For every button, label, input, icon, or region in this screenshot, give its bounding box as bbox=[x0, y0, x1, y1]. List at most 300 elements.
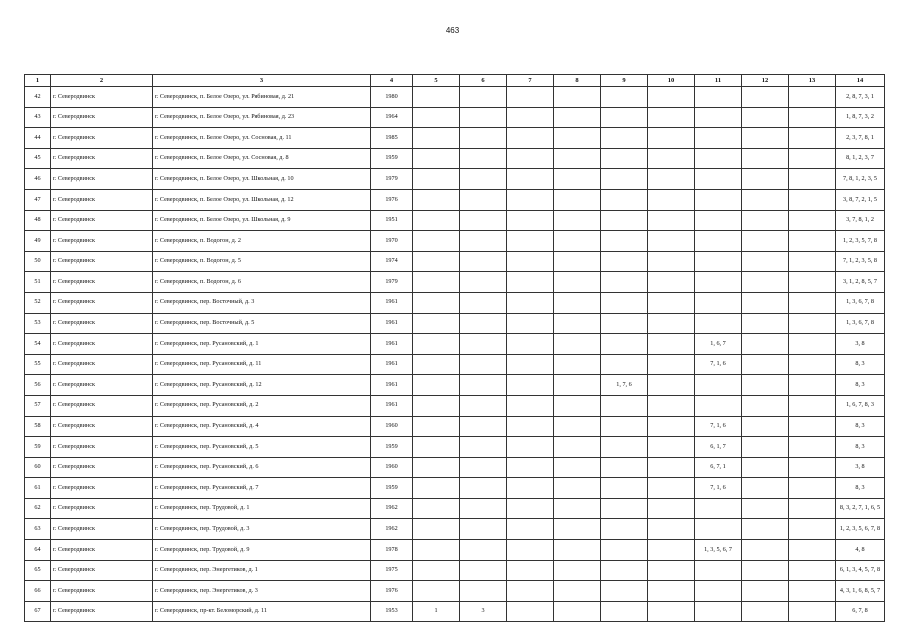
table-cell: 1962 bbox=[371, 519, 413, 540]
table-cell bbox=[742, 87, 789, 108]
column-header: 7 bbox=[507, 75, 554, 87]
table-cell bbox=[789, 189, 836, 210]
table-cell bbox=[554, 210, 601, 231]
table-cell: г. Северодвинск bbox=[51, 128, 153, 149]
table-cell bbox=[601, 292, 648, 313]
table-cell bbox=[789, 272, 836, 293]
table-cell: г. Северодвинск, п. Белое Озеро, ул. Сосновая, д. 8 bbox=[153, 148, 371, 169]
table-cell bbox=[460, 107, 507, 128]
table-cell bbox=[601, 169, 648, 190]
table-cell: 4, 8 bbox=[836, 540, 885, 561]
table-cell bbox=[507, 581, 554, 602]
table-cell bbox=[789, 334, 836, 355]
table-cell bbox=[789, 478, 836, 499]
table-cell bbox=[507, 251, 554, 272]
table-cell bbox=[460, 354, 507, 375]
header-row bbox=[25, 75, 885, 87]
table-cell bbox=[648, 107, 695, 128]
table-cell: г. Северодвинск, п. Водогон, д. 6 bbox=[153, 272, 371, 293]
table-cell bbox=[789, 231, 836, 252]
column-header: 11 bbox=[695, 75, 742, 87]
table-cell: г. Северодвинск bbox=[51, 498, 153, 519]
table-cell: 6, 7, 1 bbox=[695, 457, 742, 478]
table-cell bbox=[554, 148, 601, 169]
table-cell: 62 bbox=[25, 498, 51, 519]
table-cell: 7, 1, 2, 3, 5, 8 bbox=[836, 251, 885, 272]
table-cell bbox=[413, 251, 460, 272]
column-header: 12 bbox=[742, 75, 789, 87]
table-cell bbox=[554, 457, 601, 478]
table-cell bbox=[413, 313, 460, 334]
table-cell bbox=[507, 313, 554, 334]
table-cell bbox=[413, 169, 460, 190]
table-cell: 1975 bbox=[371, 560, 413, 581]
table-cell bbox=[507, 107, 554, 128]
table-cell: г. Северодвинск bbox=[51, 148, 153, 169]
table-cell bbox=[413, 107, 460, 128]
table-cell bbox=[648, 601, 695, 622]
table-cell bbox=[648, 231, 695, 252]
table-cell bbox=[601, 437, 648, 458]
table-cell: 1961 bbox=[371, 313, 413, 334]
table-cell: 1960 bbox=[371, 457, 413, 478]
table-cell bbox=[789, 107, 836, 128]
table-cell bbox=[695, 272, 742, 293]
table-row bbox=[25, 478, 885, 499]
table-cell: 1, 2, 3, 5, 7, 8 bbox=[836, 231, 885, 252]
table-cell bbox=[507, 498, 554, 519]
table-cell bbox=[648, 189, 695, 210]
table-cell: 52 bbox=[25, 292, 51, 313]
table-cell bbox=[742, 581, 789, 602]
table-cell: г. Северодвинск, пер. Русановский, д. 12 bbox=[153, 375, 371, 396]
table-cell bbox=[695, 313, 742, 334]
table-cell: г. Северодвинск bbox=[51, 478, 153, 499]
table-cell bbox=[413, 560, 460, 581]
table-cell bbox=[413, 231, 460, 252]
table-row bbox=[25, 334, 885, 355]
table-row bbox=[25, 272, 885, 293]
table-cell bbox=[695, 498, 742, 519]
table-cell: 1978 bbox=[371, 540, 413, 561]
table-cell: 1962 bbox=[371, 498, 413, 519]
table-cell bbox=[742, 251, 789, 272]
table-cell bbox=[507, 560, 554, 581]
table-row bbox=[25, 148, 885, 169]
table-cell bbox=[507, 519, 554, 540]
table-cell: 1976 bbox=[371, 581, 413, 602]
table-cell: 8, 3 bbox=[836, 437, 885, 458]
column-header: 6 bbox=[460, 75, 507, 87]
table-cell: г. Северодвинск, п. Водогон, д. 2 bbox=[153, 231, 371, 252]
table-cell: 1, 6, 7, 8, 3 bbox=[836, 395, 885, 416]
table-cell bbox=[742, 437, 789, 458]
table-cell bbox=[789, 87, 836, 108]
table-cell: 60 bbox=[25, 457, 51, 478]
table-cell bbox=[789, 169, 836, 190]
table-cell bbox=[413, 395, 460, 416]
column-header: 4 bbox=[371, 75, 413, 87]
table-row bbox=[25, 498, 885, 519]
table-cell bbox=[554, 478, 601, 499]
table-cell bbox=[507, 437, 554, 458]
table-cell bbox=[789, 292, 836, 313]
table-cell: г. Северодвинск, п. Белое Озеро, ул. Школьная, д. 12 bbox=[153, 189, 371, 210]
table-cell: 7, 1, 6 bbox=[695, 354, 742, 375]
table-cell: г. Северодвинск, пер. Русановский, д. 6 bbox=[153, 457, 371, 478]
table-cell bbox=[413, 148, 460, 169]
table-row bbox=[25, 375, 885, 396]
table-cell bbox=[601, 148, 648, 169]
table-cell bbox=[460, 478, 507, 499]
column-header: 5 bbox=[413, 75, 460, 87]
table-cell bbox=[601, 560, 648, 581]
table-cell: 65 bbox=[25, 560, 51, 581]
table-cell bbox=[507, 457, 554, 478]
table-cell bbox=[648, 251, 695, 272]
table-cell: 57 bbox=[25, 395, 51, 416]
table-cell bbox=[554, 395, 601, 416]
table-cell bbox=[460, 498, 507, 519]
table-cell: 48 bbox=[25, 210, 51, 231]
table-row bbox=[25, 560, 885, 581]
table-cell: 3, 7, 8, 1, 2 bbox=[836, 210, 885, 231]
table-row bbox=[25, 395, 885, 416]
table-row bbox=[25, 313, 885, 334]
table-cell bbox=[601, 395, 648, 416]
table-cell bbox=[789, 416, 836, 437]
table-cell bbox=[695, 169, 742, 190]
table-cell: г. Северодвинск, пер. Русановский, д. 11 bbox=[153, 354, 371, 375]
table-cell bbox=[601, 498, 648, 519]
table-cell bbox=[789, 601, 836, 622]
table-cell: 44 bbox=[25, 128, 51, 149]
table-cell bbox=[695, 395, 742, 416]
table-cell bbox=[742, 272, 789, 293]
table-cell bbox=[695, 375, 742, 396]
table-cell: 3 bbox=[460, 601, 507, 622]
table-cell bbox=[413, 437, 460, 458]
table-cell bbox=[413, 478, 460, 499]
table-cell bbox=[413, 189, 460, 210]
table-cell: 7, 1, 6 bbox=[695, 478, 742, 499]
table-cell: 1964 bbox=[371, 107, 413, 128]
table-cell bbox=[460, 272, 507, 293]
table-cell bbox=[648, 272, 695, 293]
table-cell bbox=[695, 251, 742, 272]
table-cell: г. Северодвинск bbox=[51, 210, 153, 231]
table-cell: 1970 bbox=[371, 231, 413, 252]
table-cell bbox=[742, 540, 789, 561]
table-cell: г. Северодвинск bbox=[51, 251, 153, 272]
table-cell: 2, 3, 7, 8, 1 bbox=[836, 128, 885, 149]
table-row bbox=[25, 210, 885, 231]
table-cell: г. Северодвинск bbox=[51, 354, 153, 375]
table-cell bbox=[413, 210, 460, 231]
table-cell bbox=[695, 87, 742, 108]
table-cell bbox=[601, 519, 648, 540]
table-cell: г. Северодвинск, пер. Русановский, д. 2 bbox=[153, 395, 371, 416]
table-cell bbox=[789, 375, 836, 396]
table-cell bbox=[789, 148, 836, 169]
table-cell: 1 bbox=[413, 601, 460, 622]
table-cell bbox=[601, 210, 648, 231]
table-cell bbox=[648, 416, 695, 437]
table-cell bbox=[789, 581, 836, 602]
table-cell bbox=[507, 540, 554, 561]
table-cell bbox=[460, 437, 507, 458]
table-cell: 1, 2, 3, 5, 6, 7, 8 bbox=[836, 519, 885, 540]
table-row bbox=[25, 519, 885, 540]
table-cell bbox=[460, 292, 507, 313]
table-cell bbox=[507, 128, 554, 149]
table-cell: г. Северодвинск bbox=[51, 540, 153, 561]
table-cell: 66 bbox=[25, 581, 51, 602]
table-cell: г. Северодвинск bbox=[51, 375, 153, 396]
table-cell bbox=[601, 334, 648, 355]
table-cell bbox=[507, 87, 554, 108]
table-cell: 3, 8 bbox=[836, 457, 885, 478]
table-cell bbox=[554, 189, 601, 210]
table-cell: 49 bbox=[25, 231, 51, 252]
table-cell bbox=[789, 437, 836, 458]
data-table bbox=[24, 74, 885, 622]
column-header: 2 bbox=[51, 75, 153, 87]
table-cell: 8, 3 bbox=[836, 478, 885, 499]
table-cell: г. Северодвинск, пер. Энергетиков, д. 3 bbox=[153, 581, 371, 602]
table-cell: 8, 1, 2, 3, 7 bbox=[836, 148, 885, 169]
table-cell bbox=[554, 437, 601, 458]
table-cell bbox=[460, 519, 507, 540]
table-cell: 1, 3, 5, 6, 7 bbox=[695, 540, 742, 561]
table-cell bbox=[460, 169, 507, 190]
table-cell bbox=[742, 416, 789, 437]
table-cell bbox=[648, 395, 695, 416]
table-cell: 45 bbox=[25, 148, 51, 169]
table-cell bbox=[648, 581, 695, 602]
table-cell bbox=[742, 231, 789, 252]
table-cell: г. Северодвинск bbox=[51, 581, 153, 602]
table-cell: 51 bbox=[25, 272, 51, 293]
table-cell bbox=[601, 107, 648, 128]
table-cell bbox=[460, 313, 507, 334]
table-cell bbox=[601, 189, 648, 210]
table-cell bbox=[648, 560, 695, 581]
table-row bbox=[25, 128, 885, 149]
table-cell bbox=[695, 189, 742, 210]
table-cell bbox=[789, 354, 836, 375]
table-cell: г. Северодвинск, п. Белое Озеро, ул. Школьная, д. 9 bbox=[153, 210, 371, 231]
table-cell bbox=[507, 354, 554, 375]
table-cell bbox=[601, 457, 648, 478]
table-row bbox=[25, 416, 885, 437]
table-cell: г. Северодвинск, пер. Русановский, д. 5 bbox=[153, 437, 371, 458]
table-cell bbox=[742, 169, 789, 190]
table-cell bbox=[460, 87, 507, 108]
table-cell: 1951 bbox=[371, 210, 413, 231]
table-cell: 1, 7, 6 bbox=[601, 375, 648, 396]
table-row bbox=[25, 251, 885, 272]
table-cell bbox=[742, 292, 789, 313]
table-cell: 1, 8, 7, 3, 2 bbox=[836, 107, 885, 128]
table-row bbox=[25, 107, 885, 128]
table-cell: 2, 8, 7, 3, 1 bbox=[836, 87, 885, 108]
table-cell bbox=[789, 210, 836, 231]
column-header: 1 bbox=[25, 75, 51, 87]
table-cell: г. Северодвинск bbox=[51, 87, 153, 108]
table-cell bbox=[695, 210, 742, 231]
table-cell: 1959 bbox=[371, 478, 413, 499]
table-cell bbox=[648, 87, 695, 108]
table-cell bbox=[413, 540, 460, 561]
table-cell bbox=[554, 498, 601, 519]
table-row bbox=[25, 540, 885, 561]
column-header: 10 bbox=[648, 75, 695, 87]
table-cell: 59 bbox=[25, 437, 51, 458]
table-cell: г. Северодвинск, пер. Трудовой, д. 1 bbox=[153, 498, 371, 519]
table-cell: 56 bbox=[25, 375, 51, 396]
table-cell bbox=[648, 292, 695, 313]
table-cell bbox=[648, 334, 695, 355]
table-cell: г. Северодвинск bbox=[51, 169, 153, 190]
table-cell: 1961 bbox=[371, 334, 413, 355]
table-row bbox=[25, 354, 885, 375]
table-cell: 1959 bbox=[371, 437, 413, 458]
table-cell bbox=[554, 560, 601, 581]
table-cell: г. Северодвинск, п. Белое Озеро, ул. Рябиновая, д. 23 bbox=[153, 107, 371, 128]
table-cell: г. Северодвинск bbox=[51, 272, 153, 293]
table-cell: 7, 8, 1, 2, 3, 5 bbox=[836, 169, 885, 190]
table-cell bbox=[742, 128, 789, 149]
table-cell bbox=[413, 457, 460, 478]
table-row bbox=[25, 189, 885, 210]
table-cell bbox=[648, 148, 695, 169]
table-cell: 64 bbox=[25, 540, 51, 561]
column-header: 13 bbox=[789, 75, 836, 87]
table-cell bbox=[460, 395, 507, 416]
table-cell: г. Северодвинск bbox=[51, 560, 153, 581]
table-cell bbox=[554, 601, 601, 622]
table-cell: 58 bbox=[25, 416, 51, 437]
table-cell bbox=[601, 478, 648, 499]
table-cell: г. Северодвинск, пер. Русановский, д. 4 bbox=[153, 416, 371, 437]
table-cell bbox=[460, 416, 507, 437]
table-cell: 6, 1, 3, 4, 5, 7, 8 bbox=[836, 560, 885, 581]
table-cell: 3, 1, 2, 8, 5, 7 bbox=[836, 272, 885, 293]
table-cell bbox=[507, 169, 554, 190]
table-cell bbox=[554, 231, 601, 252]
table-cell bbox=[695, 581, 742, 602]
table-cell: 1961 bbox=[371, 354, 413, 375]
table-cell: 3, 8, 7, 2, 1, 5 bbox=[836, 189, 885, 210]
table-cell bbox=[648, 313, 695, 334]
table-cell bbox=[507, 416, 554, 437]
table-cell: г. Северодвинск bbox=[51, 334, 153, 355]
table-cell bbox=[507, 189, 554, 210]
table-cell: 1961 bbox=[371, 395, 413, 416]
table-row bbox=[25, 601, 885, 622]
table-cell bbox=[460, 560, 507, 581]
table-cell bbox=[554, 292, 601, 313]
table-cell bbox=[554, 354, 601, 375]
table-cell: г. Северодвинск bbox=[51, 189, 153, 210]
table-cell bbox=[554, 540, 601, 561]
table-cell: 3, 8 bbox=[836, 334, 885, 355]
table-cell: г. Северодвинск, пер. Трудовой, д. 3 bbox=[153, 519, 371, 540]
table-cell bbox=[742, 478, 789, 499]
table-cell bbox=[413, 334, 460, 355]
table-cell bbox=[554, 169, 601, 190]
table-cell: 42 bbox=[25, 87, 51, 108]
table-row bbox=[25, 581, 885, 602]
table-cell: 1953 bbox=[371, 601, 413, 622]
table-cell bbox=[554, 313, 601, 334]
table-cell: 1979 bbox=[371, 272, 413, 293]
table-cell bbox=[460, 210, 507, 231]
table-cell bbox=[648, 210, 695, 231]
table-cell: 53 bbox=[25, 313, 51, 334]
table-cell bbox=[460, 148, 507, 169]
table-cell: г. Северодвинск, пр-кт. Беломорский, д. 11 bbox=[153, 601, 371, 622]
table-cell bbox=[695, 560, 742, 581]
table-cell bbox=[554, 251, 601, 272]
table-cell bbox=[601, 354, 648, 375]
table-cell bbox=[413, 87, 460, 108]
table-cell bbox=[601, 128, 648, 149]
table-cell bbox=[554, 375, 601, 396]
table-cell bbox=[695, 148, 742, 169]
table-cell bbox=[460, 128, 507, 149]
table-cell: 1985 bbox=[371, 128, 413, 149]
table-cell bbox=[742, 560, 789, 581]
table-cell bbox=[742, 457, 789, 478]
page-number: 463 bbox=[445, 26, 460, 35]
table-cell bbox=[413, 272, 460, 293]
table-cell bbox=[789, 457, 836, 478]
table-cell bbox=[789, 395, 836, 416]
table-cell: г. Северодвинск, п. Белое Озеро, ул. Рябиновая, д. 21 bbox=[153, 87, 371, 108]
table-cell bbox=[554, 107, 601, 128]
table-cell bbox=[601, 251, 648, 272]
table-cell bbox=[554, 272, 601, 293]
table-cell bbox=[554, 581, 601, 602]
table-cell bbox=[789, 540, 836, 561]
table-cell: 8, 3 bbox=[836, 375, 885, 396]
table-cell: 6, 7, 8 bbox=[836, 601, 885, 622]
table-cell bbox=[460, 334, 507, 355]
table-cell: г. Северодвинск bbox=[51, 313, 153, 334]
table-cell: г. Северодвинск bbox=[51, 519, 153, 540]
table-cell bbox=[460, 540, 507, 561]
table-cell: 1, 3, 6, 7, 8 bbox=[836, 292, 885, 313]
table-cell bbox=[507, 231, 554, 252]
table-cell bbox=[648, 128, 695, 149]
table-cell: г. Северодвинск bbox=[51, 437, 153, 458]
table-cell bbox=[507, 292, 554, 313]
table-cell bbox=[695, 231, 742, 252]
table-cell bbox=[460, 457, 507, 478]
table-cell bbox=[789, 498, 836, 519]
table-cell bbox=[742, 189, 789, 210]
table-cell bbox=[413, 519, 460, 540]
table-cell bbox=[507, 478, 554, 499]
table-cell bbox=[742, 313, 789, 334]
table-cell bbox=[789, 560, 836, 581]
table-cell: 8, 3, 2, 7, 1, 6, 5 bbox=[836, 498, 885, 519]
table-cell bbox=[789, 251, 836, 272]
table-cell: г. Северодвинск, п. Водогон, д. 5 bbox=[153, 251, 371, 272]
table-cell bbox=[695, 519, 742, 540]
